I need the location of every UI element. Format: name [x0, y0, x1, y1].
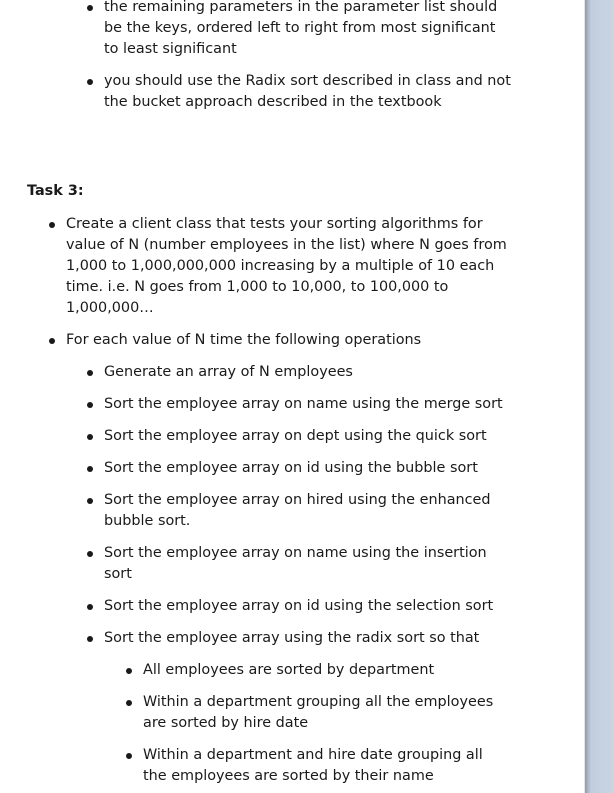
bullet-remaining-parameters: [104, 0, 497, 60]
bullet-create-client-class: [66, 214, 507, 319]
operation-bubble-sort: [104, 458, 478, 479]
task-heading: Task 3:: [27, 183, 84, 199]
text-line: Within a department and hire date grouping all: [143, 747, 483, 763]
bullet-radix-note: [104, 71, 511, 113]
text-line: Generate an array of N employees: [104, 364, 353, 380]
text-line: Sort the employee array on name using the insertion: [104, 545, 487, 561]
bullet-icon: [126, 700, 132, 706]
bullet-icon: [87, 5, 93, 11]
bullet-icon: [49, 222, 55, 228]
bullet-icon: [49, 338, 55, 344]
text-line: are sorted by hire date: [143, 715, 309, 731]
text-line: sort: [104, 566, 132, 582]
operation-radix-sort: [104, 628, 479, 649]
text-line: Sort the employee array on id using the bubble sort: [104, 460, 478, 476]
radix-subitem-department: [143, 660, 434, 681]
radix-subitem-name: [143, 745, 483, 787]
operation-selection-sort: [104, 596, 493, 617]
window-side-panel: [585, 0, 613, 793]
bullet-icon: [87, 636, 93, 642]
text-line: the bucket approach described in the textbook: [104, 94, 442, 110]
text-line: Sort the employee array on id using the selection sort: [104, 598, 494, 614]
operation-insertion-sort: [104, 543, 487, 585]
text-line: the remaining parameters in the parameter list should: [104, 0, 498, 15]
bullet-icon: [126, 668, 132, 674]
bullet-icon: [126, 753, 132, 759]
text-line: Sort the employee array on dept using the quick sort: [104, 428, 487, 444]
text-line: value of N (number employees in the list) where N goes from: [66, 237, 507, 253]
operation-enhanced-bubble-sort: [104, 490, 491, 532]
operation-quick-sort: [104, 426, 487, 447]
bullet-icon: [87, 434, 93, 440]
text-line: bubble sort.: [104, 513, 191, 529]
bullet-icon: [87, 402, 93, 408]
bullet-icon: [87, 604, 93, 610]
text-line: Create a client class that tests your sorting algorithms for: [66, 216, 483, 232]
text-line: you should use the Radix sort described in class and not: [104, 73, 511, 89]
text-line: Sort the employee array using the radix sort so that: [104, 630, 480, 646]
bullet-icon: [87, 551, 93, 557]
text-line: For each value of N time the following operations: [66, 332, 422, 348]
bullet-for-each-value: [66, 330, 421, 351]
text-line: time. i.e. N goes from 1,000 to 10,000, to 100,000 to: [66, 279, 449, 295]
text-line: 1,000,000…: [66, 300, 154, 316]
radix-subitem-hire-date: [143, 692, 493, 734]
text-line: 1,000 to 1,000,000,000 increasing by a multiple of 10 each: [66, 258, 495, 274]
text-line: Within a department grouping all the employees: [143, 694, 494, 710]
text-line: be the keys, ordered left to right from most significant: [104, 20, 496, 36]
operation-merge-sort: [104, 394, 503, 415]
bullet-icon: [87, 498, 93, 504]
bullet-icon: [87, 466, 93, 472]
bullet-icon: [87, 79, 93, 85]
bullet-icon: [87, 370, 93, 376]
text-line: Sort the employee array on hired using the enhanced: [104, 492, 491, 508]
text-line: All employees are sorted by department: [143, 662, 435, 678]
text-line: to least significant: [104, 41, 237, 57]
operation-generate-array: [104, 362, 353, 383]
text-line: Sort the employee array on name using the merge sort: [104, 396, 503, 412]
text-line: the employees are sorted by their name: [143, 768, 434, 784]
